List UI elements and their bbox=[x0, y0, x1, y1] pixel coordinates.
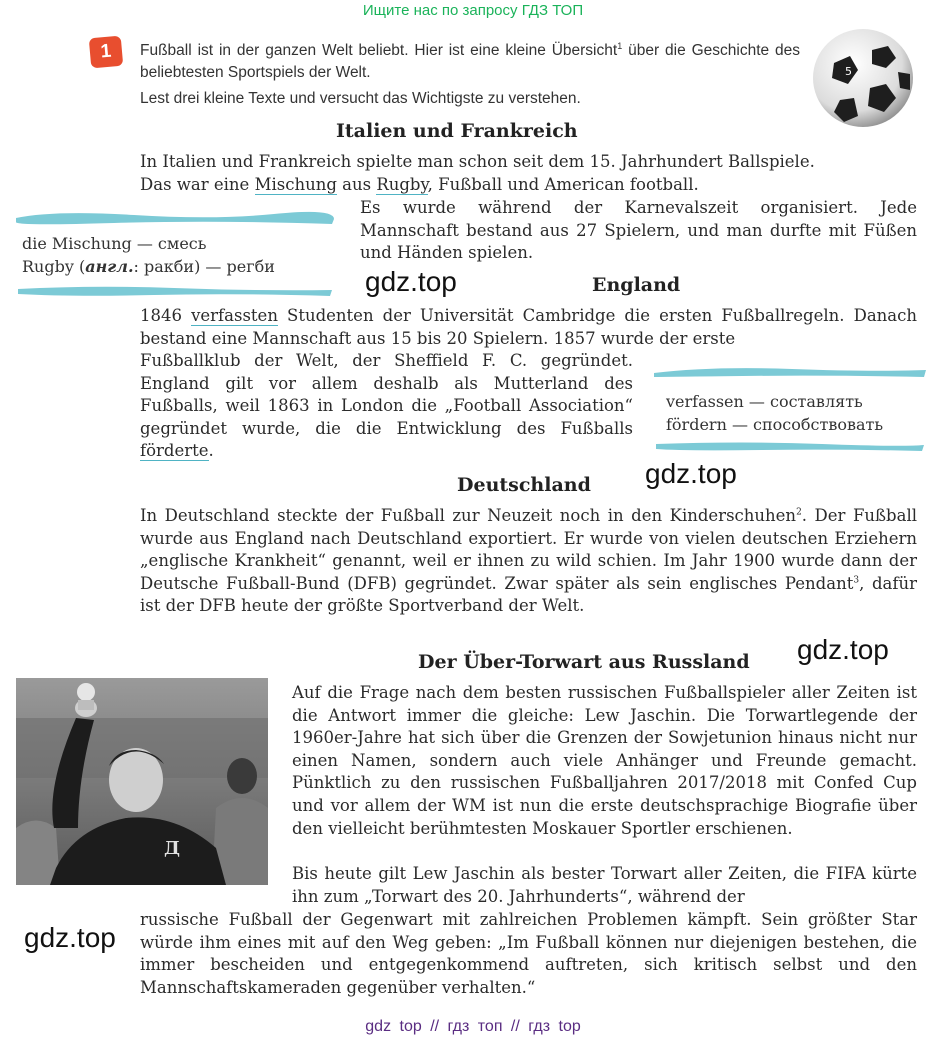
russland-paragraph-2: Bis heute gilt Lew Jaschin als bester Torwart aller Zeiten, die FIFA kürte ihn zum „Torwart des 20. Jahrhunderts“, während der bbox=[292, 864, 917, 906]
svg-text:Д: Д bbox=[164, 838, 181, 859]
watermark: gdz.top bbox=[24, 922, 116, 953]
svg-text:5: 5 bbox=[845, 65, 852, 78]
section-title-russland: Der Über-Torwart aus Russland bbox=[418, 651, 750, 673]
russland-paragraph-2-cont: russische Fußball der Gegenwart mit zahlreichen Problemen kämpft. Sein größter Star würde ihm eines mit auf den Weg geben: „Im Fußball können nur diejenigen bestehen, die immer bescheiden und entgegenkommend auftreten, sich kritisch selbst und den Mannschaftskameraden gegenüber verhalten.“ bbox=[140, 910, 917, 997]
vocab-line: Rugby (англ.: ракби) — регби bbox=[22, 257, 275, 276]
brush-stroke bbox=[14, 210, 336, 226]
section-title-italien: Italien und Frankreich bbox=[336, 120, 578, 142]
vocab-line: verfassen — составлять bbox=[666, 392, 863, 411]
vocab-line: die Mischung — смесь bbox=[22, 234, 207, 253]
brush-stroke bbox=[652, 364, 928, 380]
watermark: gdz.top bbox=[365, 266, 457, 297]
england-paragraph: 1846 verfassten Studenten der Universität Cambridge die ersten Fußballregeln. Danach bestand eine Mannschaft aus 15 bis 20 Spielern. 1857 wurde der erste bbox=[140, 306, 917, 348]
top-banner: Ищите нас по запросу ГДЗ ТОП bbox=[362, 2, 584, 19]
watermark: gdz.top bbox=[797, 634, 889, 665]
section-title-deutschland: Deutschland bbox=[457, 474, 591, 496]
intro-instruction: Lest drei kleine Texte und versucht das Wichtigste zu verstehen. bbox=[140, 90, 581, 107]
italien-paragraph-cont: Es wurde während der Karnevalszeit organisiert. Jede Mannschaft bestand aus 27 Spielern, und man durfte mit Füßen und Händen spielen. bbox=[360, 198, 917, 263]
task-intro bbox=[140, 40, 800, 110]
vocab-box-1 bbox=[14, 210, 336, 298]
underlined-term: förderte bbox=[140, 441, 209, 461]
section-title-england: England bbox=[592, 274, 681, 296]
watermark: gdz.top bbox=[645, 458, 737, 489]
task-number-badge: 1 bbox=[89, 36, 123, 69]
footer-links: gdz top // гдз топ // гдз top bbox=[365, 1018, 581, 1035]
underlined-term: Rugby bbox=[376, 174, 428, 194]
vocab-box-2 bbox=[652, 364, 928, 454]
soccer-ball-image bbox=[812, 28, 914, 128]
intro-paragraph: Fußball ist in der ganzen Welt beliebt. Hier ist eine kleine Übersicht$^1$ über die Geschichte des beliebtesten Sportspiels der Welt. bbox=[140, 40, 800, 81]
russland-paragraph: Auf die Frage nach dem besten russischen Fußballspieler aller Zeiten ist die Antwort immer die gleiche: Lew Jaschin. Die Torwartlegende der 1960er-Jahre hat sich über die Grenzen der Sowjetunion hinaus nicht nur einen Namen, sondern auch viele Anhänger und Freunde gemacht. Pünktlich zu den russischen Fußballjahren 2017/2018 mit Confed Cup und vor allem der WM ist nun die erste deutschsprachige Biografie über den vielleicht berühmtesten Moskauer Sportler erschienen. bbox=[292, 683, 917, 838]
vocab-line: fördern — способствовать bbox=[666, 415, 884, 434]
underlined-term: verfassten bbox=[191, 306, 278, 325]
brush-stroke bbox=[652, 440, 928, 454]
italien-paragraph: In Italien und Frankreich spielte man schon seit dem 15. Jahrhundert Ballspiele. Das war eine Mischung aus Rugby, Fußball und American football. bbox=[140, 152, 815, 194]
goalkeeper-photo bbox=[16, 678, 268, 885]
deutschland-paragraph: In Deutschland steckte der Fußball zur Neuzeit noch in den Kinderschuhen$^2$. Der Fußball wurde aus England nach Deutschland exportiert. Er wurde von vielen deutschen Erziehern „englische Krankheit“ genannt, weil er ihnen zu wild schien. Im Jahr 1900 wurde dann der Deutsche Fußball-Bund (DFB) gegründet. Zwar später als sein englisches Pendant$^3$, dafür ist der DFB heute der größte Sportverband der Welt. bbox=[140, 506, 918, 616]
underlined-term: Mischung bbox=[254, 174, 337, 194]
brush-stroke bbox=[14, 284, 336, 298]
england-paragraph-cont: Fußballklub der Welt, der Sheffield F. C. gegründet. England gilt vor allem deshalb als Mutterland des Fußballs, weil 1863 in London die „Football Association“ gegründet wurde, die die Entwicklung des Fußballs förderte. bbox=[140, 351, 633, 461]
